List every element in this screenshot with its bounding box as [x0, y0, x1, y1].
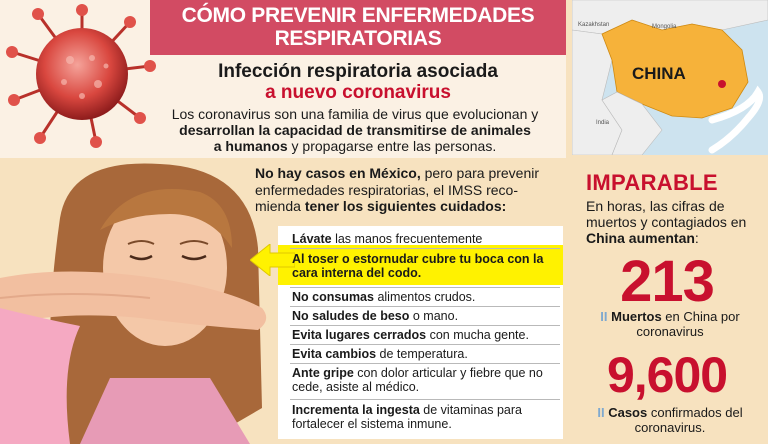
- tip-text: las manos frecuentemente: [331, 232, 483, 246]
- tip-text: alimentos crudos.: [373, 290, 476, 304]
- deaths-caption-bold: Muertos: [611, 309, 662, 324]
- map-label: India: [596, 120, 610, 126]
- title-line-2: RESPIRATORIAS: [274, 27, 442, 50]
- stats-heading: IMPARABLE: [586, 170, 718, 195]
- tip-item: [292, 366, 560, 394]
- tip-bold: Evita cambios: [292, 347, 377, 361]
- tip-divider: [290, 344, 560, 345]
- tip-text: con dolor articular y fiebre que no cede, asiste al médico.: [292, 366, 543, 394]
- tip-divider: [290, 248, 560, 249]
- title-line-1: CÓMO PREVENIR ENFERMEDADES: [181, 4, 535, 27]
- notice-bold-2: tener los siguientes cuidados:: [304, 198, 507, 214]
- tip-bold: Al toser o estornudar cubre tu boca con la cara interna del codo.: [292, 252, 544, 280]
- intro-text: [145, 106, 565, 154]
- tip-bold: Ante gripe: [292, 366, 354, 380]
- tip-divider: [290, 399, 560, 400]
- tip-text: de vitaminas para fortalecer el sistema inmune.: [292, 403, 522, 431]
- tip-divider: [290, 306, 560, 307]
- bar-marker-icon: II: [597, 405, 609, 420]
- cases-caption: [580, 405, 760, 435]
- tip-item: [292, 403, 560, 431]
- stats-desc-text: En horas, las cifras de muertos y contagiados en: [586, 198, 747, 230]
- subtitle-line-1: Infección respiratoria asociada: [218, 61, 498, 82]
- tip-text: o mano.: [409, 309, 459, 323]
- intro-part-1: Los coronavirus son una familia de virus que evolucionan y: [171, 106, 539, 122]
- tip-bold: No saludes de beso: [292, 309, 410, 323]
- bar-marker-icon: II: [600, 309, 612, 324]
- stats-desc-end: :: [694, 230, 699, 246]
- deaths-value: 213: [620, 249, 714, 314]
- intro-part-2: y propagarse entre las personas.: [287, 138, 497, 154]
- china-label: CHINA: [632, 64, 686, 83]
- tip-divider: [290, 287, 560, 288]
- deaths-caption-text: en China por coronavirus: [636, 309, 740, 339]
- tip-item: [292, 252, 560, 280]
- subtitle-line-2: a nuevo coronavirus: [265, 82, 451, 103]
- tip-divider: [290, 325, 560, 326]
- notice-text-1: pero para prevenir enfermedades respiratorias, el IMSS reco-mienda: [255, 165, 540, 214]
- tip-text: de temperatura.: [376, 347, 468, 361]
- intro-bold-2: a humanos: [213, 138, 288, 154]
- tip-item: [292, 347, 560, 361]
- tip-item: [292, 309, 560, 323]
- tip-bold: Lávate: [292, 232, 332, 246]
- page-title: [150, 4, 566, 50]
- tip-bold: Evita lugares cerrados: [292, 328, 427, 342]
- map-label: Kazakhstan: [578, 22, 610, 28]
- cases-caption-bold: Casos: [608, 405, 648, 420]
- tip-text: con mucha gente.: [426, 328, 529, 342]
- arrow-left-icon: [250, 244, 295, 276]
- map-label: Mongolia: [652, 24, 677, 30]
- coronavirus-illustration: [0, 0, 168, 158]
- tip-bold: Incrementa la ingesta: [292, 403, 420, 417]
- tip-divider: [290, 363, 560, 364]
- deaths-caption: [580, 309, 760, 339]
- tip-item: [292, 290, 560, 304]
- stats-desc-bold: China aumentan: [586, 230, 695, 246]
- stats-description: [586, 198, 762, 246]
- cases-caption-text: confirmados del coronavirus.: [634, 405, 743, 435]
- cases-value: 9,600: [606, 347, 728, 403]
- notice-bold-1: No hay casos en México,: [255, 165, 421, 181]
- tip-item: [292, 232, 560, 246]
- tip-item: [292, 328, 560, 342]
- imss-notice: [255, 165, 560, 215]
- intro-bold-1: desarrollan la capacidad de transmitirse de animales: [179, 122, 531, 138]
- tip-bold: No consumas: [292, 290, 374, 304]
